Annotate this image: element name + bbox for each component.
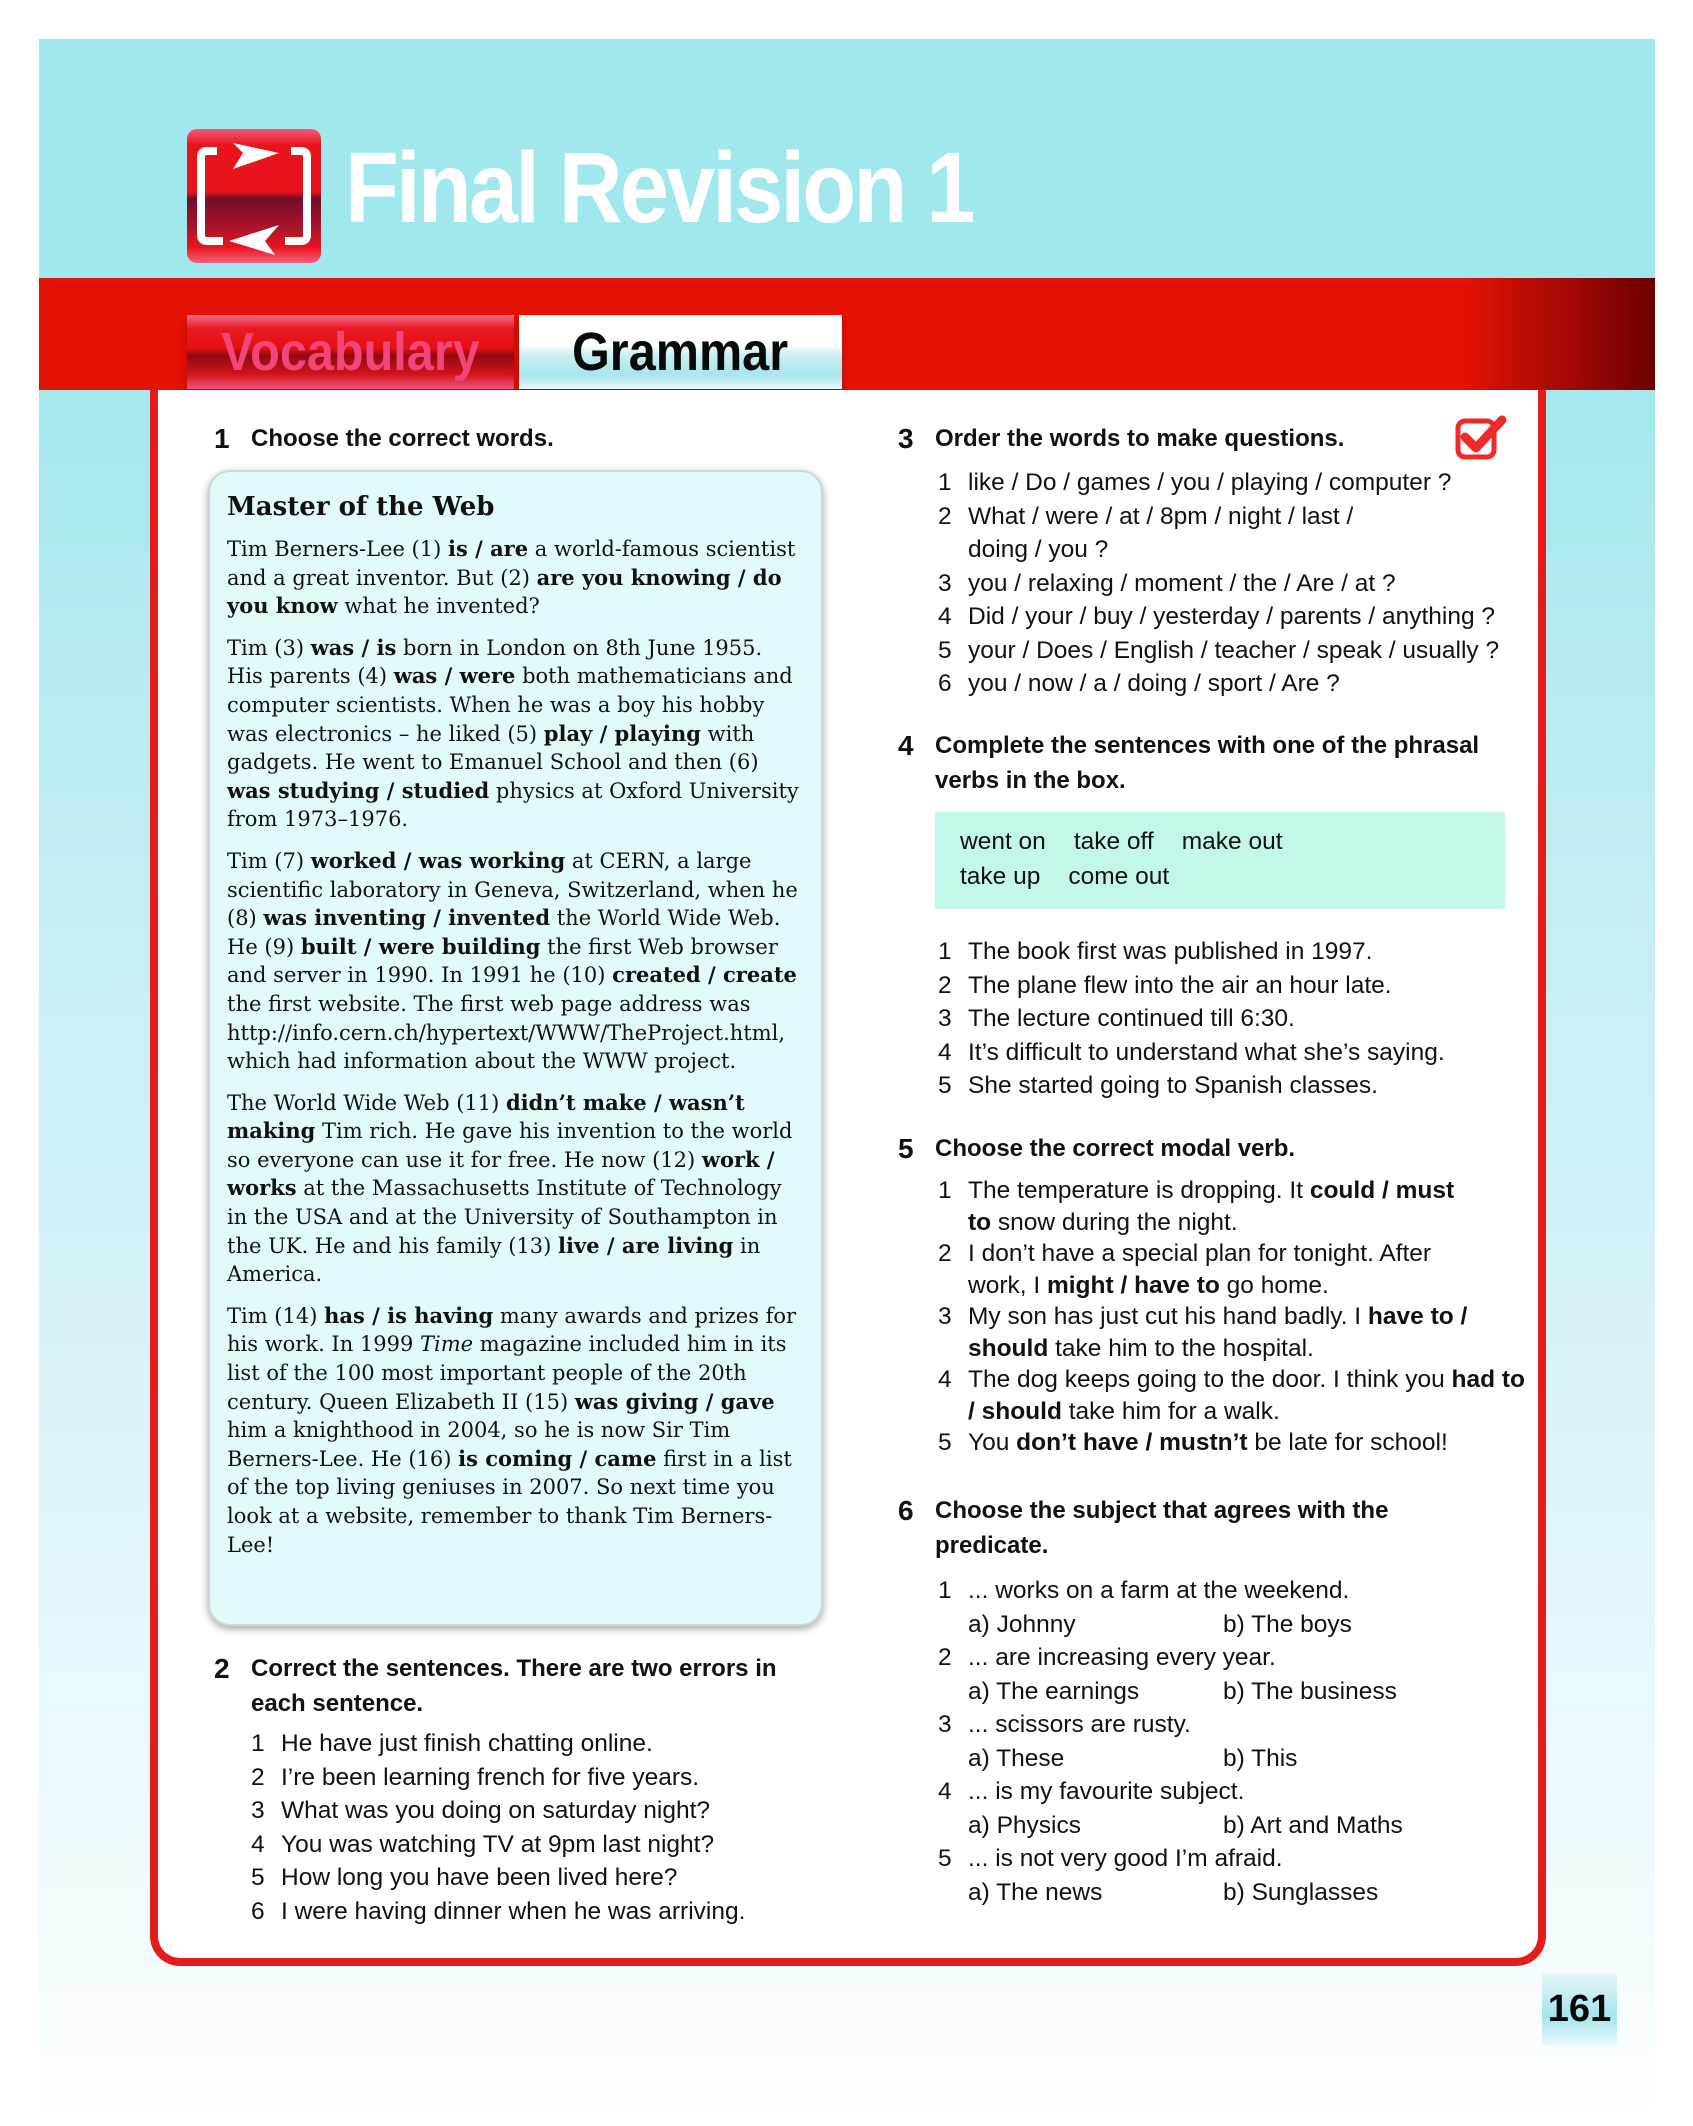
item-text: I don’t have a special plan for tonight. After work, I [968,1240,1432,1299]
item-text: take him for a walk. [1061,1397,1280,1425]
item-number: 2 [938,1644,952,1671]
exercise-instruction: Choose the correct words. [251,425,554,452]
item-number: 3 [938,1711,952,1738]
list-item [938,1069,1518,1103]
choice: play / playing [543,720,701,746]
item-text: you / now / a / doing / sport / Are ? [968,670,1340,697]
exercise-2-list [251,1727,831,1928]
item-text: ... are increasing every year. [968,1644,1276,1671]
item-number: 3 [938,1005,952,1032]
choice: was studying / studied [227,777,490,803]
list-item [938,567,1518,601]
text: Tim (3) [227,635,311,660]
item-text: ... works on a farm at the weekend. [968,1577,1350,1604]
item-text: ... is not very good I’m afraid. [968,1845,1283,1872]
choice: live / are living [558,1232,734,1258]
list-item [938,1002,1518,1036]
list-item [938,969,1518,1003]
choice: are you knowing / do you know [227,564,782,619]
list-item [938,1708,1518,1775]
item-number: 5 [938,1845,952,1872]
choice: don’t have / mustn’t [1016,1429,1248,1456]
item-text: She started going to Spanish classes. [968,1072,1378,1099]
option-b[interactable]: b) The business [1223,1677,1397,1705]
list-item [938,1036,1518,1070]
item-text: like / Do / games / you / playing / computer ? [968,469,1452,496]
list-item [251,1861,831,1895]
exercise-number: 1 [214,423,230,454]
item-text: you / relaxing / moment / the / Are / at ? [968,569,1396,597]
text: born in London on 8th June 1955. His parents (4) [227,635,763,689]
item-number: 5 [938,1429,952,1456]
answer-options [968,1675,1518,1709]
exercise-instruction: Order the words to make questions. [935,425,1345,452]
option-a[interactable]: a) Physics [968,1811,1082,1839]
list-item [938,1301,1538,1364]
item-number: 3 [251,1797,265,1824]
magazine-name: Time [420,1332,474,1357]
exercise-4-heading [898,728,1518,798]
exercise-3-heading [898,421,1458,456]
item-text: It’s difficult to understand what she’s saying. [968,1038,1445,1066]
list-item [938,500,1388,567]
item-number: 2 [938,1240,952,1267]
choice: work / works [227,1146,775,1201]
exercise-number: 5 [898,1133,914,1164]
item-text: Did / your / buy / yesterday / parents / anything ? [968,603,1496,630]
item-text: You was watching TV at 9pm last night? [281,1830,715,1858]
phrasal-verb: take off [1073,828,1154,855]
item-number: 5 [938,1072,952,1099]
list-item [938,1175,1458,1238]
list-item [938,1238,1478,1301]
item-number: 1 [251,1730,265,1757]
choice: didn’t make / wasn’t making [227,1089,745,1144]
item-number: 3 [938,1303,952,1330]
item-text: What / were / at / 8pm / night / last / doing / you ? [968,502,1354,563]
list-item [251,1828,831,1862]
list-item [938,466,1518,500]
exercise-instruction: Complete the sentences with one of the phrasal verbs in the box. [935,732,1480,794]
list-item [938,1641,1518,1708]
item-number: 4 [938,1778,952,1805]
text: a world-famous scientist and a great inventor. But (2) [227,537,796,590]
option-a[interactable]: a) The earnings [968,1677,1140,1705]
choice: created / create [612,962,797,988]
item-text: I’re been learning french for five years. [281,1763,700,1791]
item-number: 5 [251,1864,265,1891]
answer-options [968,1742,1518,1776]
text: what he invented? [337,594,540,619]
exercise-4-list [938,935,1518,1103]
item-text: ... scissors are rusty. [968,1711,1191,1738]
exercise-6-heading [898,1493,1438,1563]
choice: was / were [393,663,516,689]
passage-paragraph [227,847,801,1076]
phrasal-verb-box [935,812,1505,909]
item-number: 5 [938,636,952,664]
text: at CERN, a large scientific laboratory in Geneva, Switzerland, when he (8) [227,848,798,931]
tab-vocabulary[interactable] [187,315,514,389]
list-item [938,1427,1538,1459]
list-item [938,1364,1538,1427]
exercise-instruction: Choose the subject that agrees with the predicate. [935,1497,1389,1559]
item-number: 2 [251,1763,265,1791]
verb-row [960,824,1505,859]
choice: was / is [310,634,397,660]
choice: have to / should [968,1303,1468,1362]
passage-title: Master of the Web [227,492,495,522]
item-text: The plane flew into the air an hour late. [968,971,1392,999]
list-item [251,1761,831,1795]
answer-options [968,1876,1518,1910]
exercise-2-heading [214,1651,814,1721]
item-text: How long you have been lived here? [281,1864,678,1891]
text: Tim Berners-Lee (1) [227,537,448,561]
item-text: My son has just cut his hand badly. I [968,1303,1368,1330]
item-number: 1 [938,1177,952,1204]
text: The World Wide Web (11) [227,1090,506,1115]
passage-paragraph [227,1302,801,1559]
text: the World Wide Web. He (9) [227,906,781,959]
exercise-3-list [938,466,1518,701]
list-item [251,1727,831,1761]
item-text: take him to the hospital. [1048,1334,1314,1362]
list-item [251,1895,831,1929]
item-text: The book first was published in 1997. [968,938,1373,965]
exercise-1-heading [214,421,814,456]
text: the first Web browser and server in 1990. In 1991 he (10) [227,934,778,988]
text: physics at Oxford University from 1973–1976. [227,778,799,832]
item-text: go home. [1219,1271,1329,1299]
choice: has / is having [324,1302,494,1328]
item-text: The temperature is dropping. It [968,1177,1310,1204]
passage-paragraph [227,1089,801,1289]
exercise-number: 2 [214,1653,230,1684]
exercise-6-list [938,1574,1518,1909]
item-number: 1 [938,469,952,496]
tab-vocabulary-label: Vocabulary [221,322,480,382]
text: Tim (7) [227,848,311,873]
option-b[interactable]: b) Sunglasses [1223,1878,1379,1906]
list-item [251,1794,831,1828]
item-number: 4 [938,603,952,630]
exercise-instruction: Choose the correct modal verb. [935,1135,1296,1162]
option-b[interactable]: b) The boys [1223,1610,1352,1638]
exercise-5-heading [898,1131,1498,1166]
phrasal-verb: come out [1068,863,1170,890]
item-text: What was you doing on saturday night? [281,1797,711,1824]
item-number: 3 [938,569,952,597]
option-b[interactable]: b) Art and Maths [1223,1811,1403,1839]
text: Tim (14) [227,1303,325,1328]
list-item [938,1842,1518,1909]
item-text: He have just finish chatting online. [281,1730,653,1757]
choice: worked / was working [310,847,566,873]
phrasal-verb: went on [960,828,1046,855]
text: Tim rich. He gave his invention to the world so everyone can use it for free. He now (12) [227,1119,793,1172]
option-b[interactable]: b) This [1223,1744,1298,1772]
text: both mathematicians and computer scientists. When he was a boy his hobby was electronics – he liked (5) [227,664,793,746]
item-number: 6 [938,670,952,697]
item-text: The lecture continued till 6:30. [968,1005,1295,1032]
option-a[interactable]: a) These [968,1744,1065,1772]
list-item [938,935,1518,969]
exercise-number: 4 [898,730,914,761]
answer-options [968,1608,1518,1642]
item-number: 1 [938,1577,952,1604]
text: with gadgets. He went to Emanuel School and then (6) [227,721,759,775]
list-item [938,1775,1518,1842]
exercise-number: 6 [898,1495,914,1526]
exercise-instruction: Correct the sentences. There are two errors in each sentence. [251,1655,777,1717]
choice: was giving / gave [574,1388,775,1414]
text: many awards and prizes for his work. In 1999 [227,1303,797,1357]
checkbox-check-icon [1455,415,1507,461]
phrasal-verb: take up [960,863,1041,890]
text: at the Massachusetts Institute of Technology in the USA and at the University of Southampton in the UK. He and his family (13) [227,1176,782,1258]
item-number: 2 [938,502,952,530]
revision-arrows-icon [187,129,321,263]
tab-grammar-label: Grammar [572,322,789,382]
option-a[interactable]: a) The news [968,1878,1103,1906]
tab-grammar[interactable] [519,315,842,389]
item-number: 2 [938,971,952,999]
phrasal-verb: make out [1181,828,1283,855]
page-title: Final Revision 1 [345,132,973,244]
exercise-number: 3 [898,423,914,454]
text: in America. [227,1233,761,1287]
text: him a knighthood in 2004, so he is now Sir Tim Berners-Lee. He (16) [227,1418,731,1471]
text: magazine included him in its list of the 100 most important people of the 20th century. Queen Elizabeth II (15) [227,1332,787,1414]
item-text: your / Does / English / teacher / speak / usually ? [968,636,1500,664]
item-text: be late for school! [1247,1429,1448,1456]
item-text: You [968,1429,1017,1456]
list-item [938,634,1518,668]
item-text: ... is my favourite subject. [968,1778,1245,1805]
item-text: snow during the night. [991,1208,1238,1236]
verb-row [960,859,1505,894]
item-number: 4 [251,1830,265,1858]
choice: is / are [447,536,529,561]
item-number: 4 [938,1366,952,1393]
item-number: 4 [938,1038,952,1066]
choice: is coming / came [458,1445,657,1471]
page-number: 161 [1542,1973,1617,2045]
text: first in a list of the top living geniuses in 2007. So next time you look at a website, remember to thank Tim Berners-Lee! [227,1446,792,1557]
passage-paragraph [227,634,801,834]
list-item [938,1574,1518,1641]
option-a[interactable]: a) Johnny [968,1610,1076,1638]
list-item [938,667,1518,701]
reading-passage [208,470,823,1626]
choice: might / have to [1046,1271,1220,1299]
item-number: 6 [251,1897,265,1925]
passage-paragraph [227,535,801,621]
choice: built / were building [300,933,541,959]
item-text: I were having dinner when he was arriving. [281,1897,746,1925]
choice: had to / should [968,1366,1526,1425]
item-text: The dog keeps going to the door. I think you [968,1366,1452,1393]
exercise-5-list [938,1175,1526,1459]
list-item [938,600,1518,634]
text: the first website. The first web page address was http://info.cern.ch/hypertext/WWW/TheProject.html, which had information about the WWW project. [227,991,786,1074]
answer-options [968,1809,1518,1843]
choice: was inventing / invented [263,905,551,931]
choice: could / must to [968,1177,1455,1236]
item-number: 1 [938,938,952,965]
